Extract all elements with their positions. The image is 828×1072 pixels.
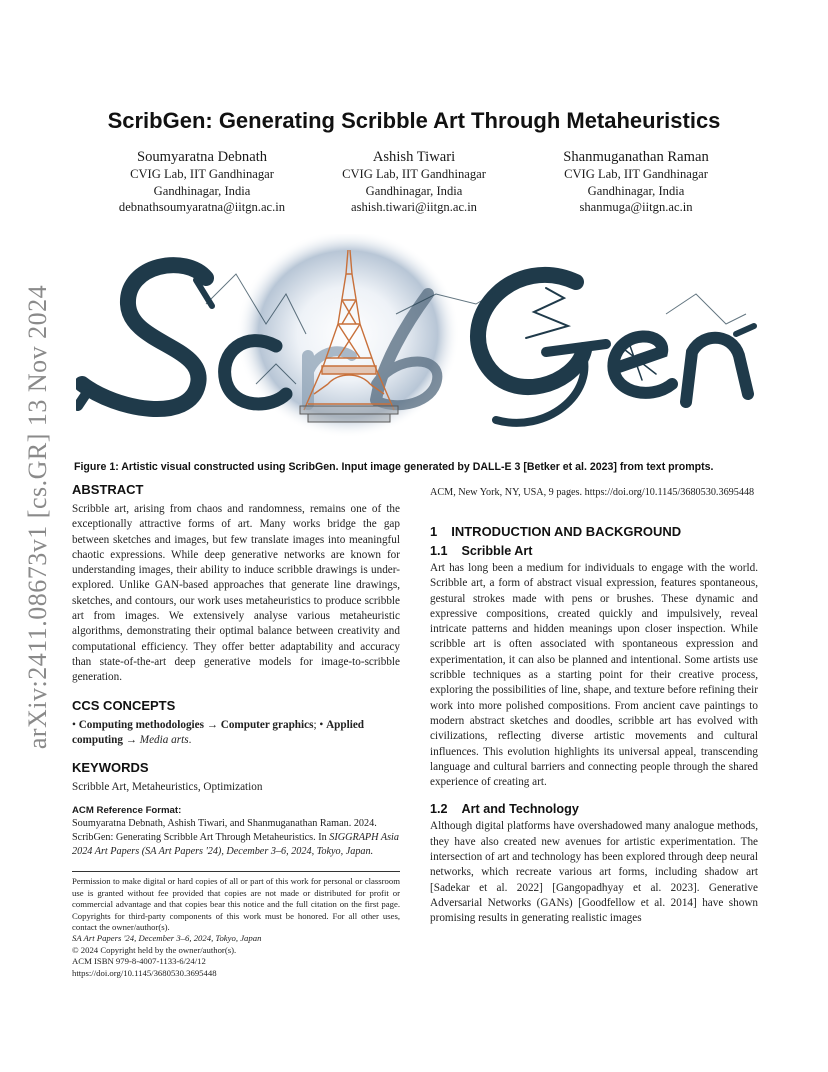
letter-e bbox=[613, 336, 672, 392]
left-column bbox=[72, 482, 400, 979]
author-email: debnathsoumyaratna@iitgn.ac.in bbox=[118, 200, 286, 214]
scribble-art-image bbox=[76, 234, 760, 446]
teaser-figure bbox=[76, 234, 760, 446]
author-affiliation: CVIG Lab, IIT Gandhinagar bbox=[130, 167, 274, 181]
permission-isbn: ACM ISBN 979-8-4007-1133-6/24/12 bbox=[72, 956, 206, 967]
permission-text: Permission to make digital or hard copies of all or part of this work for personal or classroom use is granted without fee provided that copies are not made or distributed for profit or commercial advantage and that copies bear this notice and the full citation on the first page. Copyrights for third-party components of this work must be honored. For all other uses, contact the owner/author(s). bbox=[72, 876, 400, 933]
author-affiliation: CVIG Lab, IIT Gandhinagar bbox=[342, 167, 486, 181]
author-email: shanmuga@iitgn.ac.in bbox=[579, 200, 693, 214]
section-number: 1 bbox=[430, 524, 438, 539]
abstract-heading: ABSTRACT bbox=[72, 482, 144, 497]
author-affiliation: CVIG Lab, IIT Gandhinagar bbox=[564, 167, 708, 181]
permission-doi: https://doi.org/10.1145/3680530.3695448 bbox=[72, 967, 217, 978]
letter-g bbox=[478, 275, 606, 423]
author-name: Soumyaratna Debnath bbox=[136, 149, 268, 165]
footnote-rule bbox=[72, 871, 400, 872]
author-name: Shanmuganathan Raman bbox=[563, 149, 709, 165]
arxiv-sidebar bbox=[16, 272, 60, 762]
ccs-concept: Computer graphics bbox=[220, 718, 314, 731]
ccs-concept: Media arts bbox=[139, 733, 189, 746]
author-location: Gandhinagar, India bbox=[153, 183, 251, 198]
letter-n bbox=[686, 326, 754, 402]
author-location: Gandhinagar, India bbox=[365, 183, 463, 198]
keywords-heading: KEYWORDS bbox=[72, 760, 149, 776]
permission-venue: SA Art Papers '24, December 3–6, 2024, Tokyo, Japan bbox=[72, 933, 262, 944]
author-1 bbox=[92, 148, 312, 216]
abstract-text: Scribble art, arising from chaos and randomness, remains one of the exceptionally attractive forms of art. Many works bridge the gap between sketches and images, but few translate images into meaningful chaotic expressions. While deep generative networks are known for understanding images, their ability to induce scribble drawings is under-explored. Unlike GAN-based approaches that generate line drawings, sketches, and contours, our work uses metaheuristics to produce scribble art from images. We extensively analyse various metaheuristic algorithms, demonstrating their optimal balance between creativity and computational efficiency. They offer better adaptability and accuracy than state-of-the-art deep generative models for image-to-scribble generation. bbox=[72, 503, 400, 684]
ccs-bullet: • bbox=[319, 718, 324, 731]
figure-caption: Figure 1: Artistic visual constructed using ScribGen. Input image generated by DALL-E 3 [Betker et al. 2023] from text prompts. bbox=[74, 461, 714, 473]
acm-reference-text bbox=[72, 817, 400, 859]
ccs-bullet: • bbox=[72, 718, 76, 731]
permission-copyright: © 2024 Copyright held by the owner/author(s). bbox=[72, 944, 237, 955]
ccs-arrow: → bbox=[206, 718, 218, 731]
acm-reference-heading: ACM Reference Format: bbox=[72, 805, 182, 817]
right-column bbox=[430, 486, 758, 927]
section-1-1-text: Art has long been a medium for individuals to engage with the world. Scribble art, a form of abstract visual expression, features spontaneous, gestural strokes made with pens or brushes. These dynamic and expressive compositions, created quickly and impulsively, reveal intricate patterns and hidden meanings upon closer inspection. While scribble art is often associated with spontaneous expression and experimentation, it can also be planned and intentional. Some artists use scribble techniques as a starting point for their creative process, exploring the possibilities of line, shape, and texture before refining their work into more polished compositions. From ancient cave paintings to modern abstract sketches and doodles, scribble art has evolved with civilizations, reflecting diverse artistic movements and cultural influences. This evolution highlights its universal appeal, transcending language and cultural barriers and connecting people through the shared experience of creating art. bbox=[430, 562, 758, 789]
keywords-text: Scribble Art, Metaheuristics, Optimization bbox=[72, 781, 263, 794]
section-1-1-heading bbox=[430, 544, 758, 558]
arxiv-id: arXiv:2411.08673v1 [cs.GR] 13 Nov 2024 bbox=[23, 284, 52, 750]
author-2 bbox=[314, 148, 514, 216]
acm-reference-part: Soumyaratna Debnath, Ashish Tiwari, and Shanmuganathan Raman. 2024. ScribGen: Generating Scribble Art Through Metaheuristics. In bbox=[72, 818, 377, 844]
section-title: Art and Technology bbox=[461, 802, 579, 817]
author-email: ashish.tiwari@iitgn.ac.in bbox=[351, 200, 477, 214]
ccs-concept: Computing methodologies bbox=[78, 718, 204, 731]
acm-reference-venue: SIGGRAPH Asia 2024 Art Papers (SA Art Papers '24), December 3–6, 2024, Tokyo, Japan. bbox=[72, 832, 399, 858]
permission-notice bbox=[72, 876, 400, 979]
section-1-2-heading bbox=[430, 802, 758, 816]
section-title: INTRODUCTION AND BACKGROUND bbox=[451, 524, 682, 539]
tower-base bbox=[300, 406, 398, 422]
author-location: Gandhinagar, India bbox=[587, 183, 685, 198]
ccs-concept: Applied computing bbox=[72, 718, 365, 746]
section-1-2-text: Although digital platforms have overshadowed many analogue methods, they have also created new avenues for artistic experimentation. The intersection of art and technology has been explored through deep neural networks, which recreate various art forms, including shadow art [Sadekar et al. 2022] [Gangopadhyay et al. 2023]. Generative Adversarial Networks (GANs) [Goodfellow et al. 2014] have shown promising results in generating realistic images bbox=[430, 820, 758, 925]
ccs-concepts: • Computing methodologies → Computer graphics; • Applied computing → Media arts. bbox=[72, 718, 365, 746]
section-number: 1.2 bbox=[430, 802, 448, 817]
section-number: 1.1 bbox=[430, 544, 448, 558]
section-title: Scribble Art bbox=[461, 544, 533, 558]
author-name: Ashish Tiwari bbox=[372, 149, 456, 165]
author-3 bbox=[526, 148, 746, 216]
section-1-heading bbox=[430, 524, 758, 539]
paper-title: ScribGen: Generating Scribble Art Through Metaheuristics bbox=[107, 108, 721, 133]
acm-reference-continued: ACM, New York, NY, USA, 9 pages. https://doi.org/10.1145/3680530.3695448 bbox=[430, 487, 755, 498]
ccs-heading: CCS CONCEPTS bbox=[72, 697, 176, 713]
ccs-arrow: → bbox=[125, 733, 137, 746]
letter-s bbox=[78, 265, 212, 409]
